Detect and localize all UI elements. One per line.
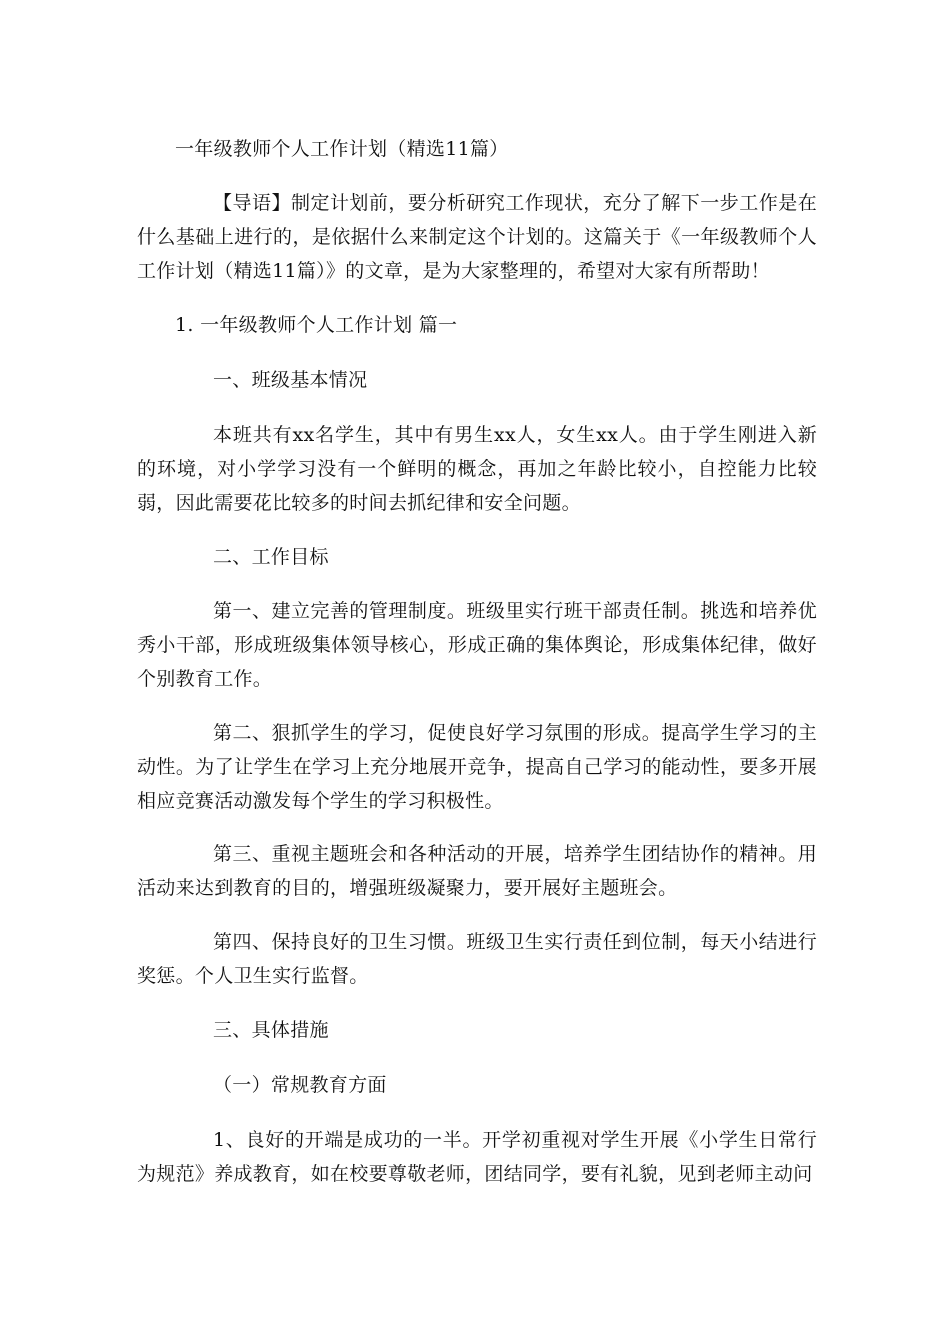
document-title: 一年级教师个人工作计划（精选11篇） (175, 138, 509, 160)
section-title: 1. 一年级教师个人工作计划 篇一 (175, 314, 458, 336)
heading-work-goals: 二、工作目标 (213, 546, 329, 568)
paragraph-goal-4: 第四、保持良好的卫生习惯。班级卫生实行责任到位制，每天小结进行奖惩。个人卫生实行监督。 (137, 931, 817, 987)
heading-class-info: 一、班级基本情况 (213, 369, 368, 391)
subheading-routine-education: （一）常规教育方面 (213, 1074, 387, 1096)
heading-measures: 三、具体措施 (213, 1019, 329, 1041)
paragraph-goal-2: 第二、狠抓学生的学习，促使良好学习氛围的形成。提高学生学习的主动性。为了让学生在学习上充分地展开竞争，提高自己学习的能动性，要多开展相应竞赛活动激发每个学生的学习积极性。 (137, 722, 817, 812)
paragraph-goal-3: 第三、重视主题班会和各种活动的开展，培养学生团结协作的精神。用活动来达到教育的目的，增强班级凝聚力，要开展好主题班会。 (137, 843, 817, 899)
intro-paragraph: 【导语】制定计划前，要分析研究工作现状，充分了解下一步工作是在什么基础上进行的，是依据什么来制定这个计划的。这篇关于《一年级教师个人工作计划（精选11篇）》的文章，是为大家整理的，希望对大家有所帮助！ (137, 192, 817, 282)
paragraph-measure-1: 1、良好的开端是成功的一半。开学初重视对学生开展《小学生日常行为规范》养成教育，如在校要尊敬老师，团结同学，要有礼貌，见到老师主动问 (137, 1129, 817, 1185)
paragraph-class-info: 本班共有xx名学生，其中有男生xx人，女生xx人。由于学生刚进入新的环境，对小学学习没有一个鲜明的概念，再加之年龄比较小，自控能力比较弱，因此需要花比较多的时间去抓纪律和安全问题。 (137, 424, 817, 514)
paragraph-goal-1: 第一、建立完善的管理制度。班级里实行班干部责任制。挑选和培养优秀小干部，形成班级集体领导核心，形成正确的集体舆论，形成集体纪律，做好个别教育工作。 (137, 600, 817, 690)
